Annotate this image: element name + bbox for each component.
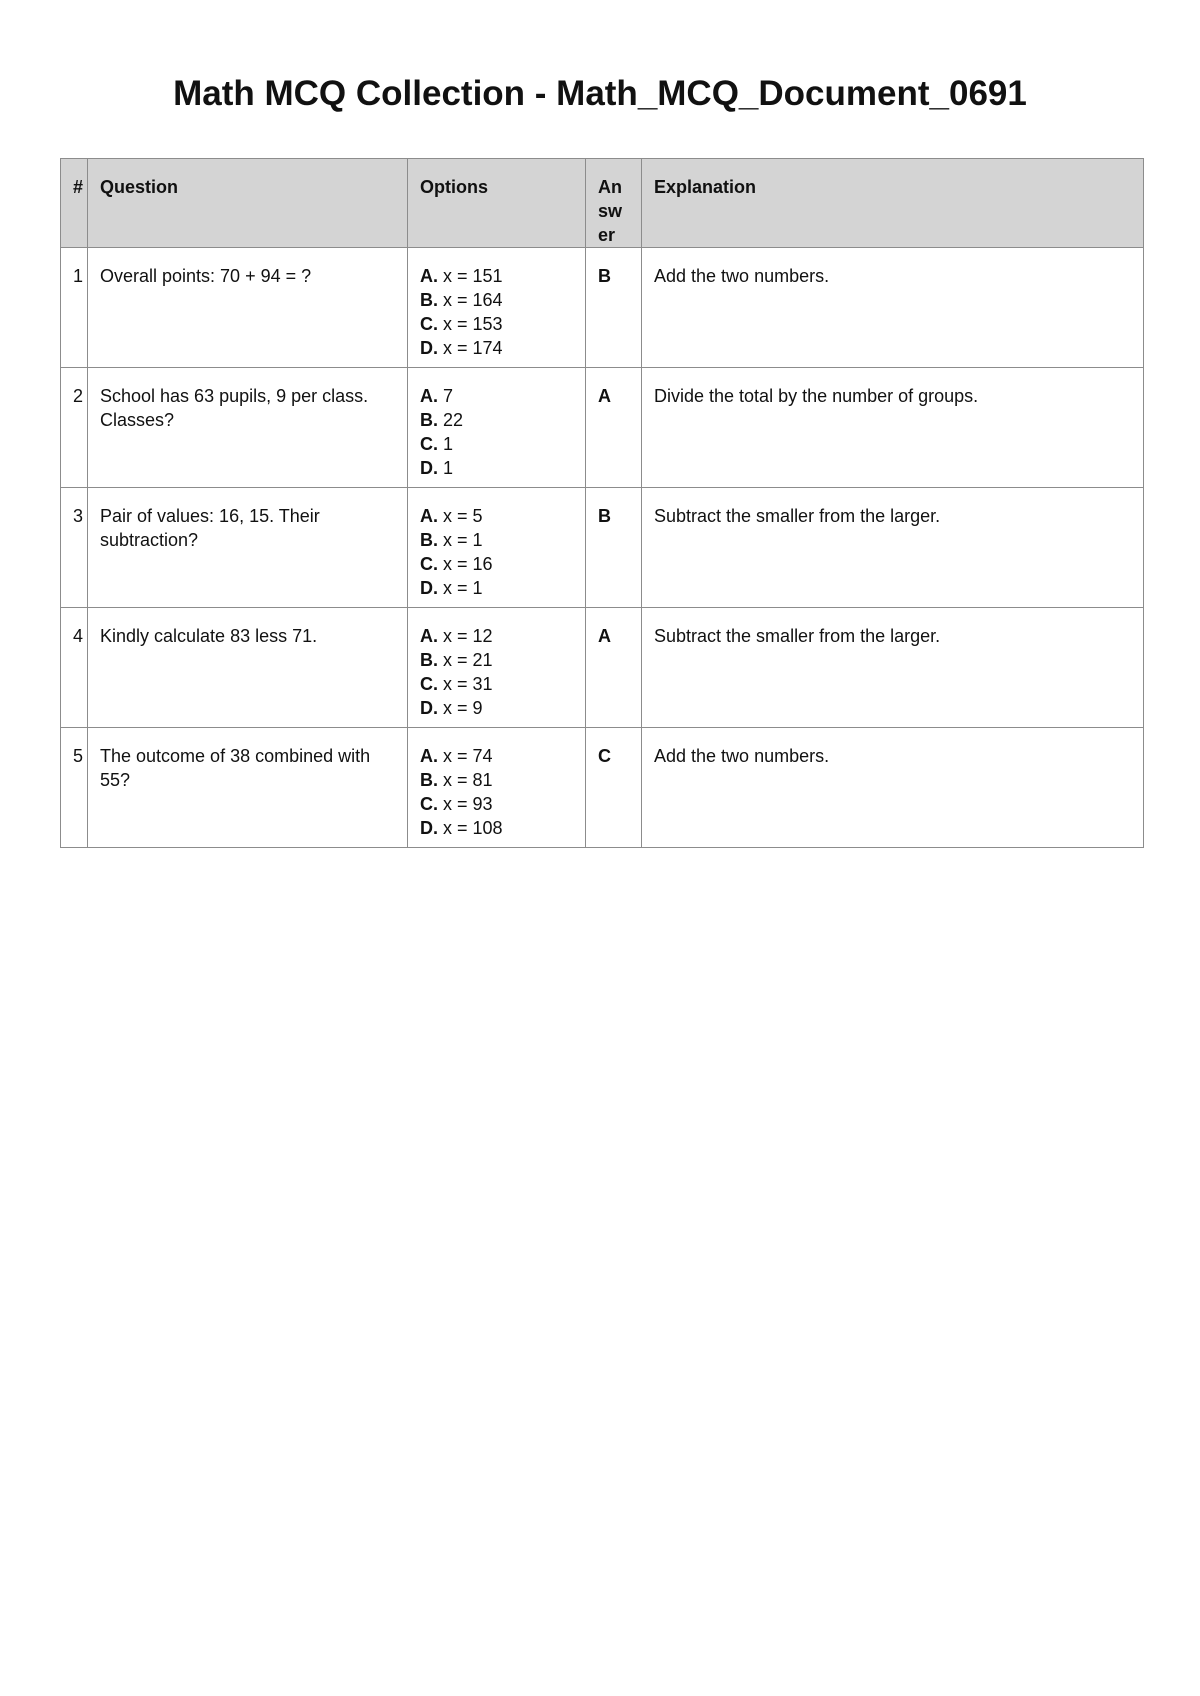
table-row xyxy=(61,728,1144,848)
row-number: 3 xyxy=(61,488,88,608)
table-header xyxy=(61,159,1144,248)
table-row xyxy=(61,368,1144,488)
option-value: x = 1 xyxy=(438,530,483,550)
option-c xyxy=(420,312,573,336)
header-answer: Answer xyxy=(586,159,642,248)
option-value: x = 153 xyxy=(438,314,503,334)
option-value: x = 74 xyxy=(438,746,493,766)
option-value: 7 xyxy=(438,386,454,406)
question-text: School has 63 pupils, 9 per class. Classes? xyxy=(88,368,408,488)
option-letter: D. xyxy=(420,818,438,838)
options-cell xyxy=(408,488,586,608)
row-number: 1 xyxy=(61,248,88,368)
header-num: # xyxy=(61,159,88,248)
explanation-text: Subtract the smaller from the larger. xyxy=(642,608,1144,728)
option-letter: D. xyxy=(420,578,438,598)
option-value: x = 12 xyxy=(438,626,493,646)
question-text: The outcome of 38 combined with 55? xyxy=(88,728,408,848)
option-value: x = 5 xyxy=(438,506,483,526)
option-letter: A. xyxy=(420,626,438,646)
option-letter: B. xyxy=(420,650,438,670)
option-c xyxy=(420,672,573,696)
question-text: Pair of values: 16, 15. Their subtraction? xyxy=(88,488,408,608)
option-letter: D. xyxy=(420,458,438,478)
option-value: 22 xyxy=(438,410,464,430)
options-cell xyxy=(408,248,586,368)
answer-value: C xyxy=(586,728,642,848)
option-value: x = 1 xyxy=(438,578,483,598)
table-row xyxy=(61,248,1144,368)
option-letter: C. xyxy=(420,554,438,574)
table-row xyxy=(61,608,1144,728)
header-explanation: Explanation xyxy=(642,159,1144,248)
explanation-text: Divide the total by the number of groups. xyxy=(642,368,1144,488)
options-cell xyxy=(408,608,586,728)
answer-value: B xyxy=(586,248,642,368)
option-value: 1 xyxy=(438,458,454,478)
option-value: 1 xyxy=(438,434,454,454)
option-value: x = 31 xyxy=(438,674,493,694)
option-letter: C. xyxy=(420,434,438,454)
option-c xyxy=(420,792,573,816)
option-d xyxy=(420,576,573,600)
option-letter: B. xyxy=(420,530,438,550)
option-c xyxy=(420,432,573,456)
option-b xyxy=(420,288,573,312)
option-a xyxy=(420,624,573,648)
option-letter: C. xyxy=(420,314,438,334)
option-b xyxy=(420,528,573,552)
row-number: 4 xyxy=(61,608,88,728)
option-a xyxy=(420,744,573,768)
option-value: x = 16 xyxy=(438,554,493,574)
row-number: 5 xyxy=(61,728,88,848)
option-letter: A. xyxy=(420,746,438,766)
question-text: Overall points: 70 + 94 = ? xyxy=(88,248,408,368)
header-question: Question xyxy=(88,159,408,248)
option-value: x = 9 xyxy=(438,698,483,718)
option-a xyxy=(420,504,573,528)
option-letter: B. xyxy=(420,290,438,310)
option-d xyxy=(420,816,573,840)
table-row xyxy=(61,488,1144,608)
option-d xyxy=(420,696,573,720)
option-b xyxy=(420,408,573,432)
option-value: x = 174 xyxy=(438,338,503,358)
answer-value: A xyxy=(586,368,642,488)
option-b xyxy=(420,768,573,792)
option-value: x = 93 xyxy=(438,794,493,814)
document-title: Math MCQ Collection - Math_MCQ_Document_0691 xyxy=(173,74,1027,113)
options-cell xyxy=(408,368,586,488)
option-value: x = 21 xyxy=(438,650,493,670)
option-letter: A. xyxy=(420,506,438,526)
header-options: Options xyxy=(408,159,586,248)
option-d xyxy=(420,456,573,480)
answer-value: B xyxy=(586,488,642,608)
table-body xyxy=(61,248,1144,848)
header-row xyxy=(61,159,1144,248)
option-d xyxy=(420,336,573,360)
option-letter: A. xyxy=(420,266,438,286)
option-letter: C. xyxy=(420,674,438,694)
option-value: x = 164 xyxy=(438,290,503,310)
option-letter: B. xyxy=(420,770,438,790)
options-cell xyxy=(408,728,586,848)
option-letter: B. xyxy=(420,410,438,430)
option-value: x = 151 xyxy=(438,266,503,286)
mcq-table xyxy=(60,158,1144,848)
option-value: x = 81 xyxy=(438,770,493,790)
explanation-text: Add the two numbers. xyxy=(642,248,1144,368)
option-a xyxy=(420,384,573,408)
option-c xyxy=(420,552,573,576)
explanation-text: Add the two numbers. xyxy=(642,728,1144,848)
explanation-text: Subtract the smaller from the larger. xyxy=(642,488,1144,608)
option-a xyxy=(420,264,573,288)
row-number: 2 xyxy=(61,368,88,488)
option-letter: C. xyxy=(420,794,438,814)
option-letter: D. xyxy=(420,698,438,718)
option-b xyxy=(420,648,573,672)
option-letter: D. xyxy=(420,338,438,358)
question-text: Kindly calculate 83 less 71. xyxy=(88,608,408,728)
option-value: x = 108 xyxy=(438,818,503,838)
option-letter: A. xyxy=(420,386,438,406)
answer-value: A xyxy=(586,608,642,728)
